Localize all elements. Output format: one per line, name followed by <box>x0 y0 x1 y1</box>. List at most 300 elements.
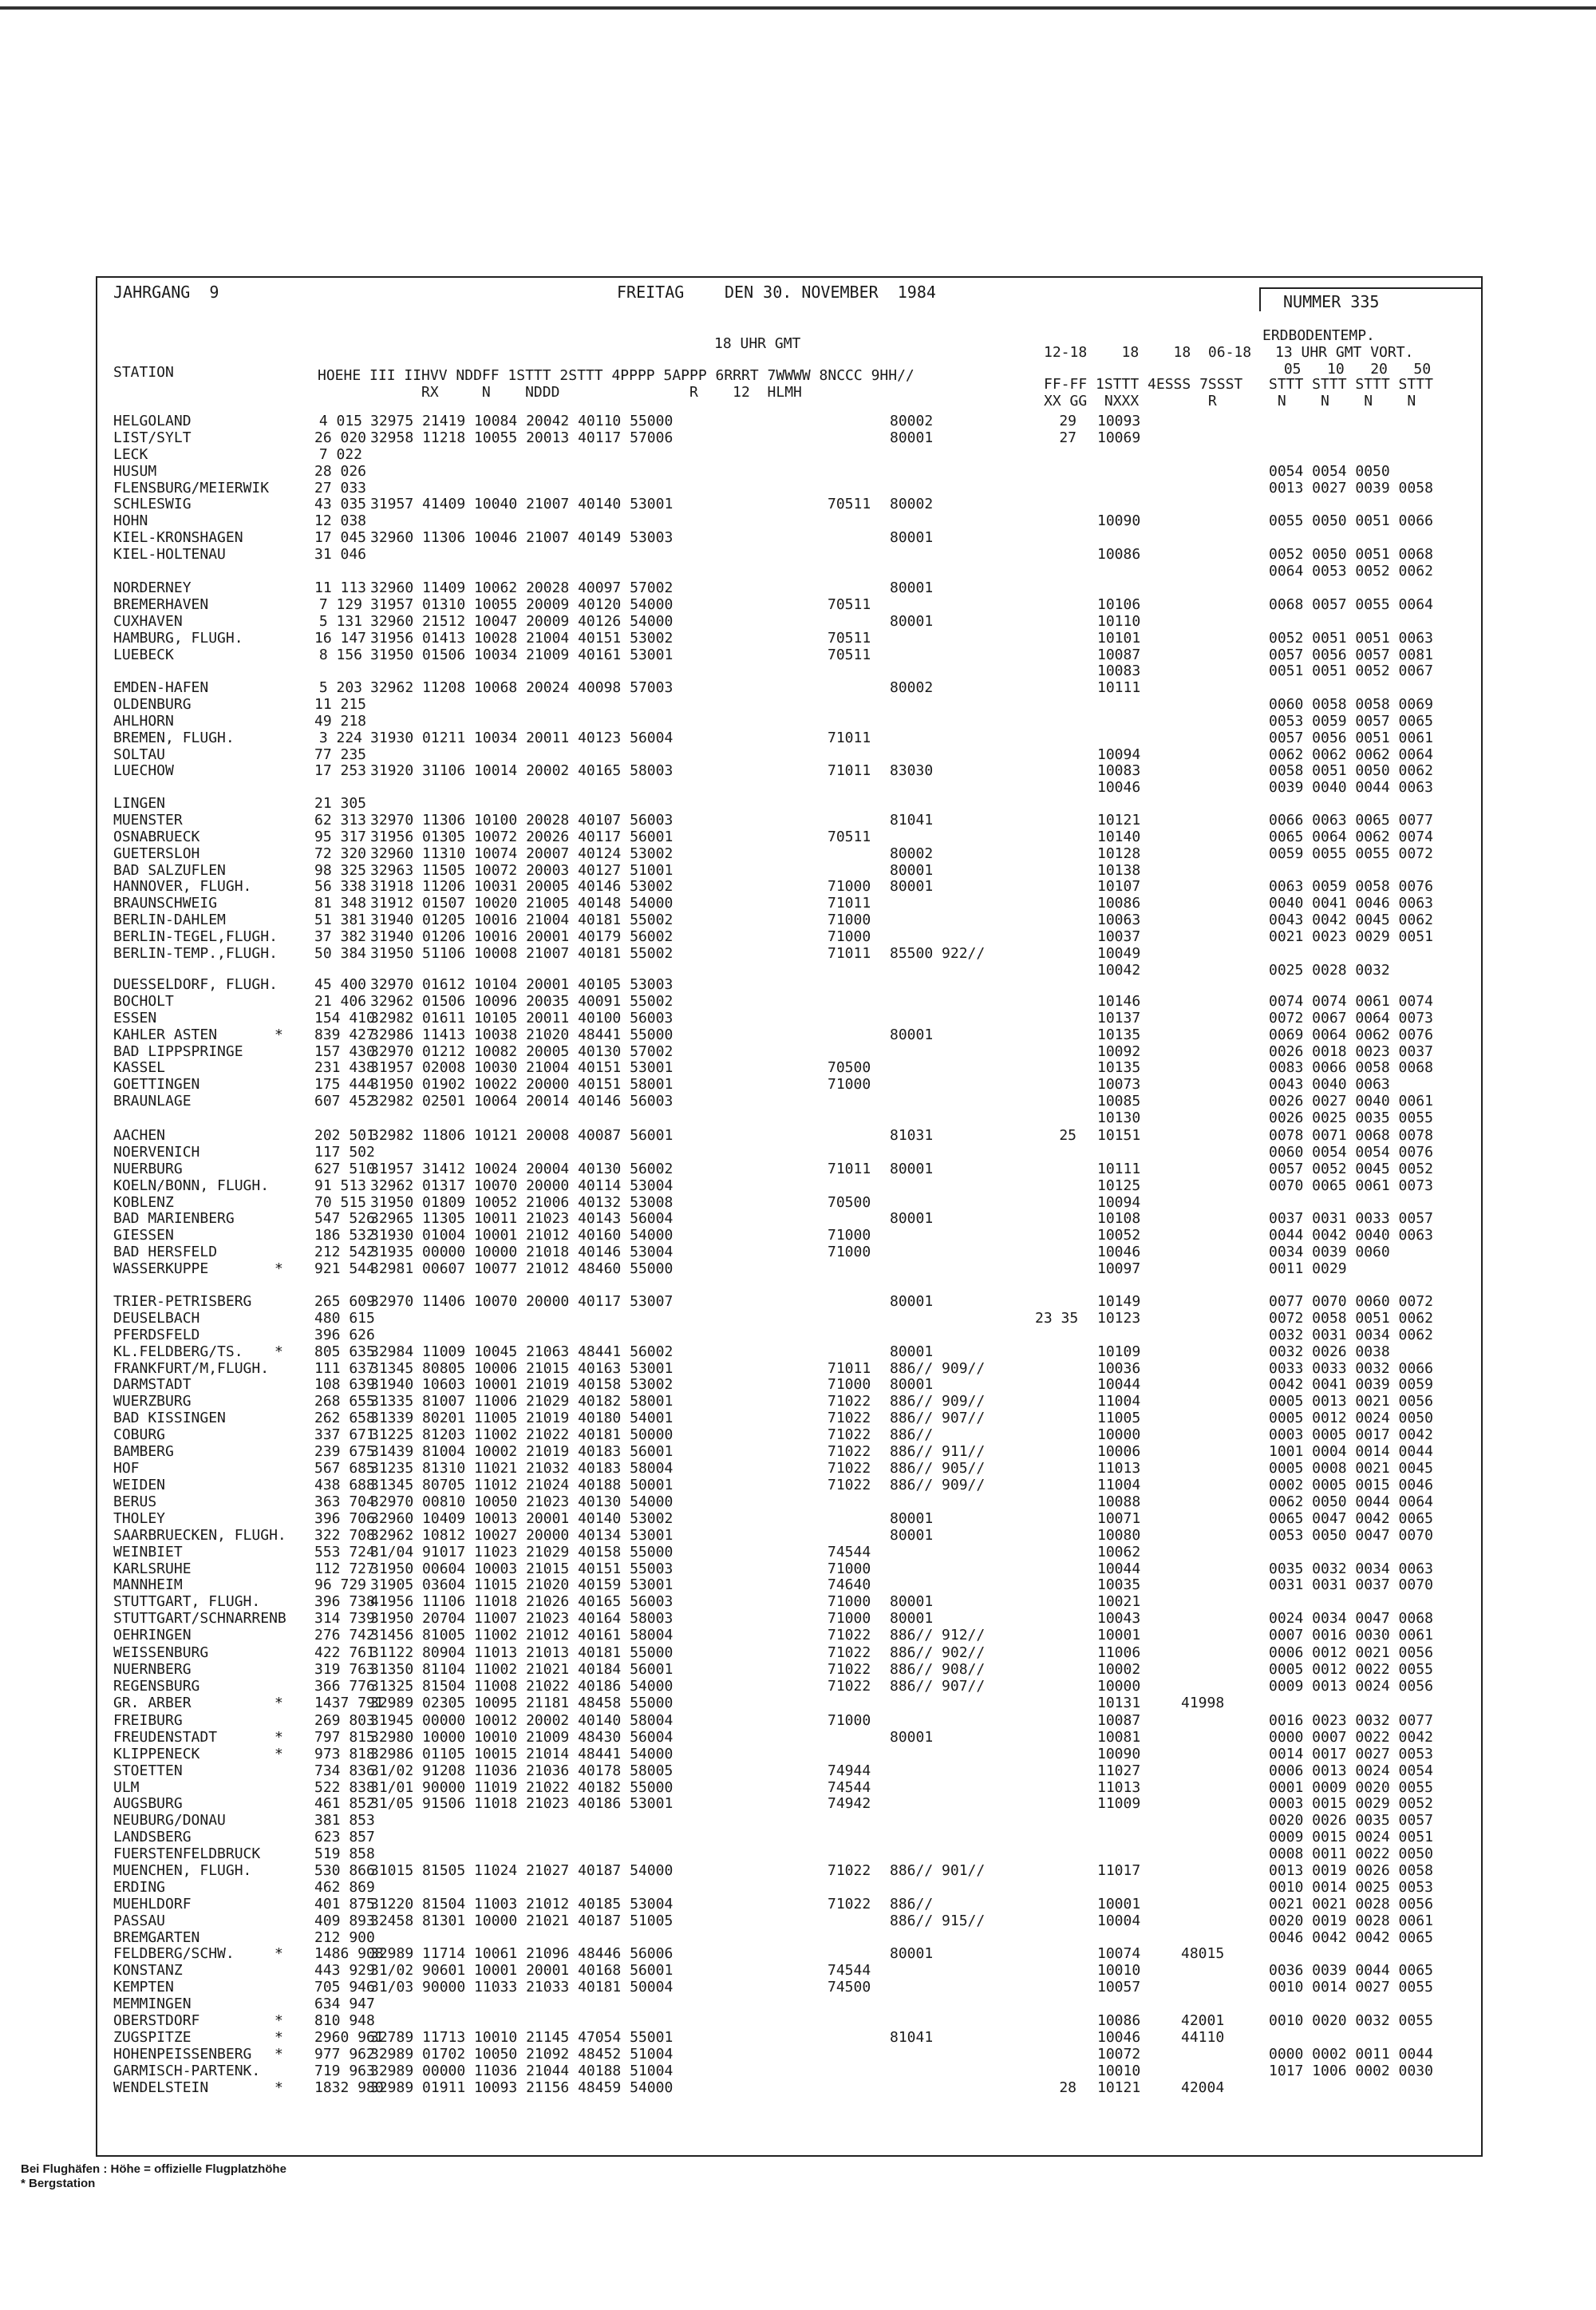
weather-group: 74544 <box>828 1543 871 1560</box>
max-temp: 10106 <box>1097 595 1141 613</box>
max-temp: 10135 <box>1097 1059 1141 1077</box>
table-row <box>0 1511 1596 1528</box>
table-row <box>0 946 1596 963</box>
height-and-index: 1437 791 <box>314 1694 384 1711</box>
table-row <box>0 1763 1596 1780</box>
synop-groups: 31/01 90000 11019 21022 40182 55000 <box>370 1778 674 1796</box>
soil-temps: 0011 0029 <box>1269 1260 1347 1278</box>
soil-temps: 0078 0071 0068 0078 <box>1269 1127 1433 1144</box>
synop-groups: 32962 01317 10070 20000 40114 53004 <box>370 1177 674 1194</box>
table-row <box>0 1494 1596 1511</box>
max-temp: 10107 <box>1097 878 1141 896</box>
soil-temps: 0059 0055 0055 0072 <box>1269 844 1433 862</box>
synop-groups: 32970 01212 10082 20005 40130 57002 <box>370 1042 674 1060</box>
table-row <box>0 1930 1596 1947</box>
synop-groups: 31945 00000 10012 20002 40140 58004 <box>370 1712 674 1729</box>
cloud-group: 886// 907// <box>890 1677 986 1695</box>
synop-groups: 41956 11106 11018 21026 40165 56003 <box>370 1593 674 1611</box>
table-row <box>0 994 1596 1011</box>
table-row <box>0 1161 1596 1178</box>
max-temp: 10046 <box>1097 2028 1141 2046</box>
height-and-index: 157 430 <box>314 1042 375 1060</box>
table-row <box>0 780 1596 797</box>
station-name: FRANKFURT/M,FLUGH. <box>113 1359 270 1377</box>
table-row <box>0 1829 1596 1846</box>
max-temp: 10086 <box>1097 895 1141 912</box>
max-temp: 10109 <box>1097 1343 1141 1360</box>
height-and-index: 401 875 <box>314 1895 375 1912</box>
table-row <box>0 1344 1596 1361</box>
synop-groups: 31957 31412 10024 20004 40130 56002 <box>370 1160 674 1177</box>
weather-group: 71000 <box>828 1227 871 1244</box>
table-row <box>0 1695 1596 1712</box>
station-name: MUENSTER <box>113 811 183 829</box>
height-and-index: 973 818 <box>314 1745 375 1762</box>
height-and-index: 322 708 <box>314 1526 375 1544</box>
synop-groups: 31950 51106 10008 21007 40181 55002 <box>370 945 674 963</box>
table-row <box>0 1410 1596 1427</box>
table-row <box>0 614 1596 631</box>
max-temp: 11013 <box>1097 1778 1141 1796</box>
cloud-group: 80001 <box>890 1945 934 1963</box>
cloud-group: 80001 <box>890 579 934 596</box>
weather-group: 70511 <box>828 646 871 663</box>
cloud-group: 886// 909// <box>890 1359 986 1377</box>
snow-group: 48015 <box>1181 1945 1225 1963</box>
weather-group: 71000 <box>828 1244 871 1261</box>
station-name: WUERZBURG <box>113 1393 192 1410</box>
station-name: FREUDENSTADT <box>113 1728 218 1746</box>
soil-temps: 0003 0015 0029 0052 <box>1269 1795 1433 1813</box>
snow-group: 42001 <box>1181 2012 1225 2030</box>
height-and-index: 396 706 <box>314 1509 375 1527</box>
height-and-index: 28 026 <box>314 462 367 480</box>
mountain-marker: * <box>275 1343 283 1360</box>
max-temp: 10087 <box>1097 1712 1141 1729</box>
max-temp: 10128 <box>1097 844 1141 862</box>
station-name: WEINBIET <box>113 1543 183 1560</box>
station-name: PFERDSFELD <box>113 1326 200 1343</box>
station-name: BERLIN-DAHLEM <box>113 912 226 929</box>
max-temp: 10094 <box>1097 746 1141 763</box>
footnote-airports: Bei Flughäfen : Höhe = offizielle Flugplatzhöhe <box>21 2162 286 2176</box>
station-name: LECK <box>113 445 148 463</box>
table-row <box>0 547 1596 564</box>
station-name: BAD SALZUFLEN <box>113 861 226 879</box>
soil-temps: 1017 1006 0002 0030 <box>1269 2062 1433 2079</box>
soil-temps: 0043 0040 0063 <box>1269 1076 1390 1094</box>
max-temp: 10140 <box>1097 828 1141 845</box>
wind-gust: 28 <box>1059 2079 1077 2096</box>
max-temp: 10021 <box>1097 1593 1141 1611</box>
table-row <box>0 763 1596 780</box>
cloud-group: 85500 922// <box>890 945 986 963</box>
max-temp: 10046 <box>1097 779 1141 797</box>
height-and-index: 21 406 <box>314 992 367 1010</box>
soil-temps: 0052 0051 0051 0063 <box>1269 629 1433 647</box>
table-row <box>0 1577 1596 1594</box>
synop-groups: 31220 81504 11003 21012 40185 53004 <box>370 1895 674 1912</box>
synop-groups: 32963 11505 10072 20003 40127 51001 <box>370 861 674 879</box>
station-name: STUTTGART/SCHNARRENB <box>113 1610 286 1628</box>
station-name: LANDSBERG <box>113 1829 192 1846</box>
station-name: KONSTANZ <box>113 1962 183 1980</box>
main-code-header: HOEHE III IIHVV NDDFF 1STTT 2STTT 4PPPP 5APPP 6RRRT 7WWWW 8NCCC 9HH// <box>318 367 915 384</box>
soil-temps: 0054 0054 0050 <box>1269 462 1390 480</box>
height-and-index: 56 338 <box>314 878 367 896</box>
synop-groups: 31/03 90000 11033 21033 40181 50004 <box>370 1979 674 1996</box>
snow-group: 41998 <box>1181 1694 1225 1711</box>
station-name: BERLIN-TEGEL,FLUGH. <box>113 928 278 946</box>
weather-group: 71022 <box>828 1895 871 1912</box>
issue-number: NUMMER 335 <box>1283 292 1380 311</box>
station-name: KASSEL <box>113 1059 166 1077</box>
station-name: NEUBURG/DONAU <box>113 1812 226 1829</box>
height-and-index: 81 348 <box>314 895 367 912</box>
cloud-group: 81041 <box>890 811 934 829</box>
station-name: SAARBRUECKEN, FLUGH. <box>113 1526 286 1544</box>
station-group <box>0 1494 1596 1644</box>
soil-temps: 0069 0064 0062 0076 <box>1269 1026 1433 1043</box>
soil-temps: 0035 0032 0034 0063 <box>1269 1560 1433 1577</box>
snow-group: 42004 <box>1181 2079 1225 2096</box>
max-temp: 11005 <box>1097 1410 1141 1427</box>
synop-groups: 31956 01305 10072 20026 40117 56001 <box>370 828 674 845</box>
height-and-index: 50 384 <box>314 945 367 963</box>
soil-temps: 0043 0042 0045 0062 <box>1269 912 1433 929</box>
height-and-index: 5 131 <box>318 612 362 630</box>
cloud-group: 80001 <box>890 1593 934 1611</box>
max-temp: 11006 <box>1097 1644 1141 1661</box>
synop-groups: 31950 01809 10052 21006 40132 53008 <box>370 1193 674 1211</box>
table-row <box>0 1110 1596 1127</box>
table-row <box>0 1913 1596 1930</box>
height-and-index: 17 045 <box>314 529 367 547</box>
station-name: COBURG <box>113 1426 166 1444</box>
table-row <box>0 597 1596 614</box>
weather-group: 71011 <box>828 1160 871 1177</box>
soil-temps: 0053 0059 0057 0065 <box>1269 712 1433 730</box>
synop-groups: 31957 01310 10055 20009 40120 54000 <box>370 595 674 613</box>
station-name: REGENSBURG <box>113 1677 200 1695</box>
soil-temps: 0065 0047 0042 0065 <box>1269 1509 1433 1527</box>
max-temp: 10137 <box>1097 1009 1141 1026</box>
soil-temps: 0031 0031 0037 0070 <box>1269 1576 1433 1594</box>
table-row <box>0 929 1596 946</box>
station-name: MUEHLDORF <box>113 1895 192 1912</box>
mountain-marker: * <box>275 1745 283 1762</box>
table-row <box>0 1244 1596 1261</box>
cloud-group: 886// 901// <box>890 1862 986 1880</box>
height-and-index: 49 218 <box>314 712 367 730</box>
weather-group: 71000 <box>828 1610 871 1628</box>
height-and-index: 276 742 <box>314 1627 375 1644</box>
synop-groups: 32986 01105 10015 21014 48441 54000 <box>370 1745 674 1762</box>
cloud-group: 80001 <box>890 1343 934 1360</box>
mid-subcode-header: XX GG NXXX R <box>1044 393 1217 409</box>
max-temp: 11004 <box>1097 1393 1141 1410</box>
soil-temps: 0060 0054 0054 0076 <box>1269 1143 1433 1161</box>
table-row <box>0 464 1596 481</box>
max-temp: 10004 <box>1097 1912 1141 1929</box>
main-subcode-header: RX N NDDD R 12 HLMH <box>318 384 802 401</box>
synop-groups: 31122 80904 11013 21013 40181 55000 <box>370 1644 674 1661</box>
synop-groups: 31920 31106 10014 20002 40165 58003 <box>370 762 674 780</box>
table-row <box>0 1730 1596 1746</box>
height-and-index: 7 022 <box>318 445 362 463</box>
table-row <box>0 1461 1596 1477</box>
soil-temps: 0003 0005 0017 0042 <box>1269 1426 1433 1444</box>
synop-groups: 32965 11305 10011 21023 40143 56004 <box>370 1210 674 1228</box>
soil-temps: 0001 0009 0020 0055 <box>1269 1778 1433 1796</box>
mid-code-header: FF-FF 1STTT 4ESSS 7SSST <box>1044 376 1243 393</box>
height-and-index: 7 129 <box>318 595 362 613</box>
station-name: KOBLENZ <box>113 1193 174 1211</box>
soil-temps: 0002 0005 0015 0046 <box>1269 1476 1433 1493</box>
table-row <box>0 2047 1596 2063</box>
station-group <box>0 977 1596 1127</box>
height-and-index: 530 866 <box>314 1862 375 1880</box>
max-temp: 10097 <box>1097 1260 1141 1278</box>
table-row <box>0 564 1596 580</box>
synop-groups: 31456 81005 11002 21012 40161 58004 <box>370 1627 674 1644</box>
station-name: FLENSBURG/MEIERWIK <box>113 479 270 496</box>
soil-temps: 0068 0057 0055 0064 <box>1269 595 1433 613</box>
soil-temps: 0057 0052 0045 0052 <box>1269 1160 1433 1177</box>
table-row <box>0 1195 1596 1212</box>
max-temp: 10131 <box>1097 1694 1141 1711</box>
synop-groups: 32789 11713 10010 21145 47054 55001 <box>370 2028 674 2046</box>
station-name: OBERSTDORF <box>113 2012 200 2030</box>
soil-temps: 0010 0020 0032 0055 <box>1269 2012 1433 2030</box>
height-and-index: 623 857 <box>314 1829 375 1846</box>
cloud-group: 80001 <box>890 1160 934 1177</box>
station-name: WENDELSTEIN <box>113 2079 209 2096</box>
synop-groups: 31950 01902 10022 20000 40151 58001 <box>370 1076 674 1094</box>
station-name: LINGEN <box>113 795 166 812</box>
height-and-index: 231 438 <box>314 1059 375 1077</box>
station-name: KIEL-KRONSHAGEN <box>113 529 243 547</box>
max-temp: 10125 <box>1097 1177 1141 1194</box>
height-and-index: 839 427 <box>314 1026 375 1043</box>
soil-temps: 0062 0062 0062 0064 <box>1269 746 1433 763</box>
soil-temps: 0009 0013 0024 0056 <box>1269 1677 1433 1695</box>
table-row <box>0 829 1596 846</box>
synop-groups: 32981 00607 10077 21012 48460 55000 <box>370 1260 674 1278</box>
synop-groups: 31339 80201 11005 21019 40180 54001 <box>370 1410 674 1427</box>
max-temp: 10001 <box>1097 1895 1141 1912</box>
table-row <box>0 1427 1596 1444</box>
synop-groups: 31/02 91208 11036 21036 40178 58005 <box>370 1762 674 1779</box>
height-and-index: 31 046 <box>314 546 367 564</box>
wind-gust: 23 35 <box>1035 1309 1079 1327</box>
max-temp: 10123 <box>1097 1309 1141 1327</box>
height-and-index: 12 038 <box>314 512 367 530</box>
height-and-index: 117 502 <box>314 1143 375 1161</box>
max-temp: 10010 <box>1097 2062 1141 2079</box>
soil-temps: 0077 0070 0060 0072 <box>1269 1293 1433 1310</box>
station-name: FELDBERG/SCHW. <box>113 1945 235 1963</box>
station-name: GIESSEN <box>113 1227 174 1244</box>
table-row <box>0 1327 1596 1344</box>
synop-groups: 31/02 90601 10001 20001 40168 56001 <box>370 1962 674 1980</box>
station-name: BAMBERG <box>113 1443 174 1461</box>
table-row <box>0 513 1596 530</box>
max-temp: 10081 <box>1097 1728 1141 1746</box>
height-and-index: 547 526 <box>314 1210 375 1228</box>
max-temp: 10044 <box>1097 1560 1141 1577</box>
table-row <box>0 1394 1596 1410</box>
weather-group: 74544 <box>828 1778 871 1796</box>
synop-groups: 32960 21512 10047 20009 40126 54000 <box>370 612 674 630</box>
synop-groups: 32458 81301 10000 21021 40187 51005 <box>370 1912 674 1929</box>
obs-time-label: 18 UHR GMT <box>714 335 801 352</box>
synop-groups: 31905 03604 11015 21020 40159 53001 <box>370 1576 674 1594</box>
soil-temps: 0025 0028 0032 <box>1269 961 1390 979</box>
table-row <box>0 1645 1596 1662</box>
weather-group: 70511 <box>828 828 871 845</box>
synop-groups: 32986 11413 10038 21020 48441 55000 <box>370 1026 674 1043</box>
station-name: KARLSRUHE <box>113 1560 192 1577</box>
table-row <box>0 879 1596 896</box>
table-row <box>0 977 1596 994</box>
table-row <box>0 680 1596 697</box>
weather-group: 71022 <box>828 1459 871 1477</box>
station-name: GARMISCH-PARTENK. <box>113 2062 261 2079</box>
height-and-index: 314 739 <box>314 1610 375 1628</box>
height-and-index: 1486 908 <box>314 1945 384 1963</box>
station-name: AACHEN <box>113 1127 166 1144</box>
station-name: LUEBECK <box>113 646 174 663</box>
max-temp: 10006 <box>1097 1443 1141 1461</box>
station-group <box>0 413 1596 580</box>
synop-groups: 31950 00604 10003 21015 40151 55003 <box>370 1560 674 1577</box>
cloud-group: 886// 911// <box>890 1443 986 1461</box>
height-and-index: 634 947 <box>314 1996 375 2013</box>
weather-group: 71011 <box>828 895 871 912</box>
soil-temps: 0058 0051 0050 0062 <box>1269 762 1433 780</box>
synop-groups: 31935 00000 10000 21018 40146 53004 <box>370 1244 674 1261</box>
station-name: BREMGARTEN <box>113 1928 200 1946</box>
table-row <box>0 912 1596 929</box>
station-name: MANNHEIM <box>113 1576 183 1594</box>
station-name: DEUSELBACH <box>113 1309 200 1327</box>
height-and-index: 27 033 <box>314 479 367 496</box>
cloud-group: 886// 912// <box>890 1627 986 1644</box>
height-and-index: 212 542 <box>314 1244 375 1261</box>
soil-temps: 0072 0058 0051 0062 <box>1269 1309 1433 1327</box>
height-and-index: 5 203 <box>318 679 362 696</box>
weather-group: 70511 <box>828 595 871 613</box>
height-and-index: 519 858 <box>314 1845 375 1863</box>
cloud-group: 80001 <box>890 1293 934 1310</box>
max-temp: 10063 <box>1097 912 1141 929</box>
table-row <box>0 496 1596 513</box>
cloud-group: 80002 <box>890 679 934 696</box>
station-name: HUSUM <box>113 462 157 480</box>
max-temp: 10057 <box>1097 1979 1141 1996</box>
cloud-group: 80001 <box>890 1376 934 1394</box>
height-and-index: 422 761 <box>314 1644 375 1661</box>
station-name: NOERVENICH <box>113 1143 200 1161</box>
weather-group: 71000 <box>828 1376 871 1394</box>
max-temp: 10069 <box>1097 429 1141 446</box>
cloud-group: 80002 <box>890 496 934 513</box>
height-and-index: 567 685 <box>314 1459 375 1477</box>
max-temp: 10130 <box>1097 1110 1141 1127</box>
synop-groups: 31950 20704 11007 21023 40164 58003 <box>370 1610 674 1628</box>
station-name: NUERBURG <box>113 1160 183 1177</box>
soil-temps: 0020 0026 0035 0057 <box>1269 1812 1433 1829</box>
synop-groups: 31940 01205 10016 21004 40181 55002 <box>370 912 674 929</box>
cloud-group: 80001 <box>890 861 934 879</box>
station-name: FREIBURG <box>113 1712 183 1729</box>
snow-group: 44110 <box>1181 2028 1225 2046</box>
weather-group: 71011 <box>828 762 871 780</box>
station-name: WEIDEN <box>113 1476 166 1493</box>
height-and-index: 11 113 <box>314 579 367 596</box>
max-temp: 10094 <box>1097 1193 1141 1211</box>
weather-group: 74500 <box>828 1979 871 1996</box>
max-temp: 10138 <box>1097 861 1141 879</box>
synop-groups: 32982 02501 10064 20014 40146 56003 <box>370 1093 674 1110</box>
mid-period-header: 12-18 18 18 06-18 <box>1044 344 1252 361</box>
weather-group: 71000 <box>828 1560 871 1577</box>
table-row <box>0 2013 1596 2030</box>
height-and-index: 409 893 <box>314 1912 375 1929</box>
table-row <box>0 2080 1596 2097</box>
station-name: BAD LIPPSPRINGE <box>113 1042 243 1060</box>
station-group <box>0 1294 1596 1494</box>
synop-groups: 32960 11310 10074 20007 40124 53002 <box>370 844 674 862</box>
station-name: SOLTAU <box>113 746 166 763</box>
mountain-marker: * <box>275 1945 283 1963</box>
soil-temps: 0026 0027 0040 0061 <box>1269 1093 1433 1110</box>
station-name: BRAUNSCHWEIG <box>113 895 218 912</box>
station-name: AUGSBURG <box>113 1795 183 1813</box>
cloud-group: 886// 909// <box>890 1393 986 1410</box>
weather-group: 71011 <box>828 1359 871 1377</box>
soil-temps: 0005 0012 0022 0055 <box>1269 1660 1433 1678</box>
soil-temps: 0013 0019 0026 0058 <box>1269 1862 1433 1880</box>
weather-group: 71022 <box>828 1627 871 1644</box>
max-temp: 10072 <box>1097 2045 1141 2063</box>
soil-temps: 0000 0007 0022 0042 <box>1269 1728 1433 1746</box>
synop-groups: 32960 11306 10046 21007 40149 53003 <box>370 529 674 547</box>
cloud-group: 83030 <box>890 762 934 780</box>
weather-group: 71011 <box>828 729 871 746</box>
station-name: BREMEN, FLUGH. <box>113 729 235 746</box>
max-temp: 10087 <box>1097 646 1141 663</box>
table-row <box>0 647 1596 664</box>
weather-group: 74942 <box>828 1795 871 1813</box>
station-name: HOHN <box>113 512 148 530</box>
station-name: NUERNBERG <box>113 1660 192 1678</box>
weather-group: 71000 <box>828 1593 871 1611</box>
height-and-index: 8 156 <box>318 646 362 663</box>
height-and-index: 96 729 <box>314 1576 367 1594</box>
height-and-index: 239 675 <box>314 1443 375 1461</box>
height-and-index: 438 688 <box>314 1476 375 1493</box>
table-row <box>0 1228 1596 1244</box>
station-name: HOHENPEISSENBERG <box>113 2045 252 2063</box>
weather-group: 70500 <box>828 1059 871 1077</box>
table-row <box>0 447 1596 464</box>
synop-groups: 32958 11218 10055 20013 40117 57006 <box>370 429 674 446</box>
max-temp: 10111 <box>1097 1160 1141 1177</box>
max-temp: 10074 <box>1097 1945 1141 1963</box>
mountain-marker: * <box>275 1026 283 1043</box>
